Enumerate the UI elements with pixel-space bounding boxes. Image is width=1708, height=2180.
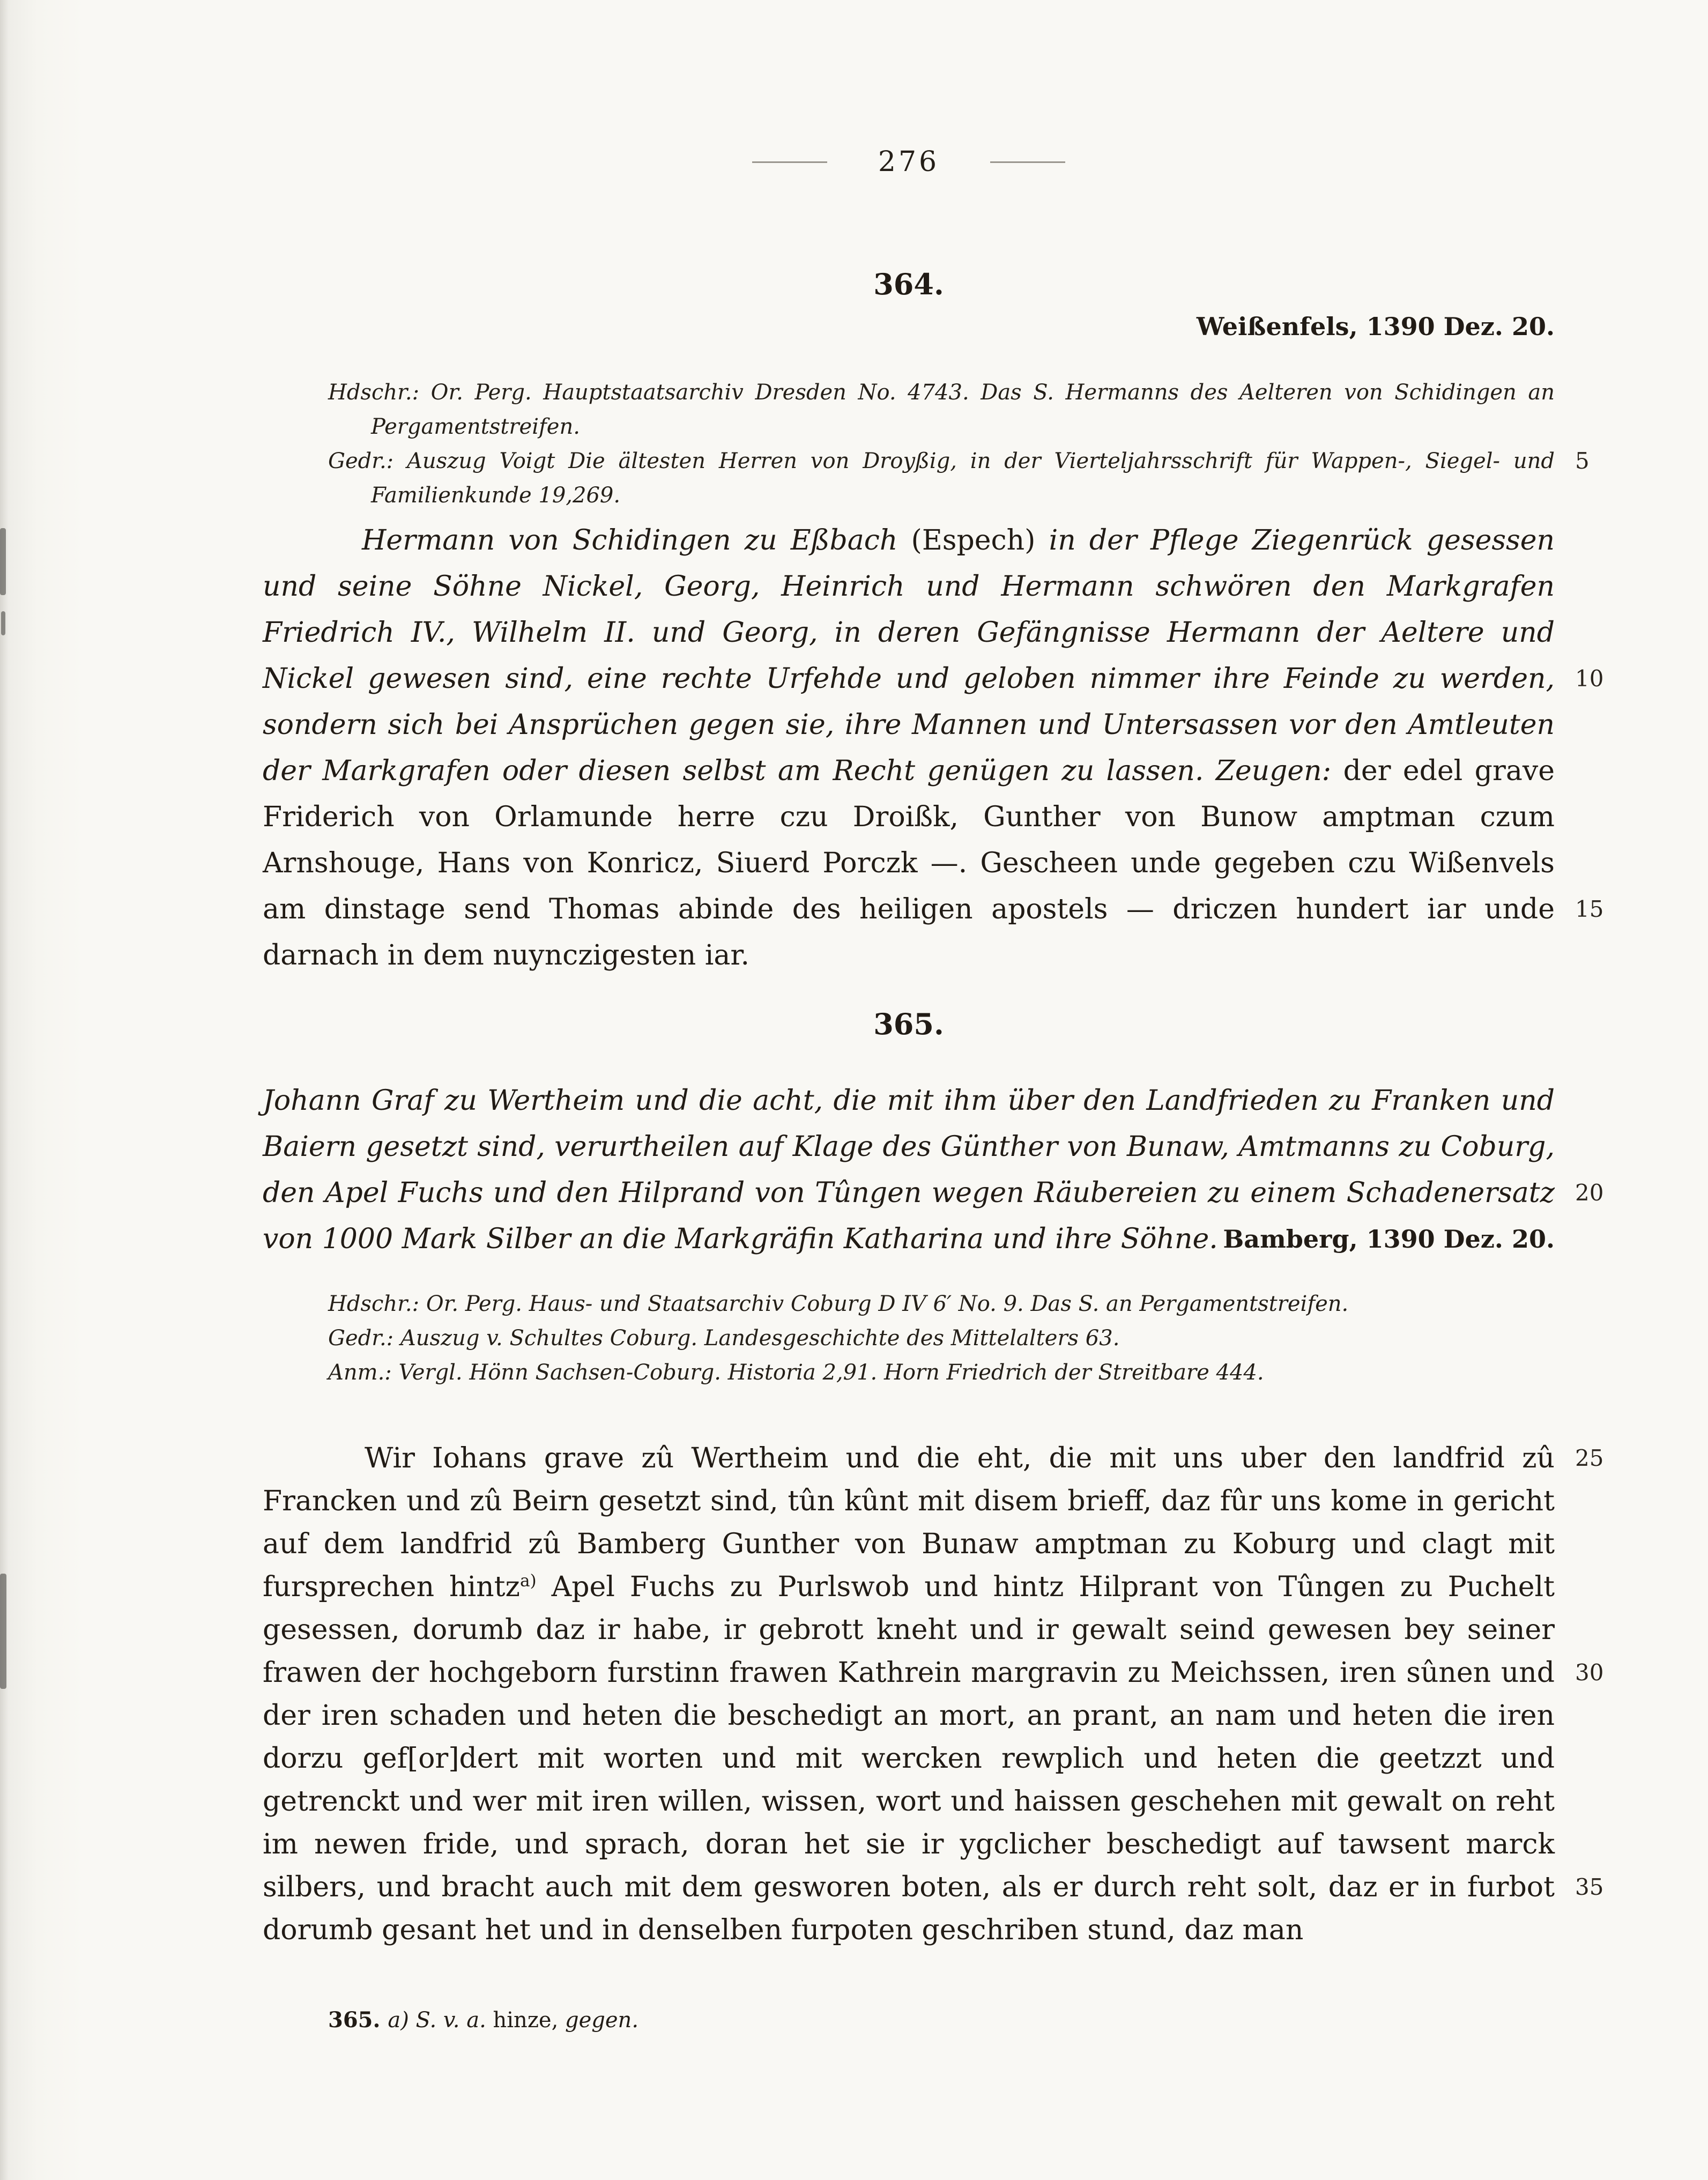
page-header — [263, 146, 1555, 178]
scan-artifact — [0, 1574, 6, 1689]
text-segment: a) — [519, 1571, 537, 1591]
entry-365-body-text — [263, 1437, 1555, 1952]
header-rule-right — [990, 161, 1065, 163]
text-segment: gegen. — [565, 2008, 639, 2033]
margin-line-number-35: 35 — [1575, 1874, 1604, 1900]
text-segment: der edel grave Friderich von Orlamunde herre czu Droißk, Gunther von Bunow amptman czum Arnshouge, Hans von Konricz, Siuerd Porczk —. Gescheen unde gegeben czu Wißenvels am dinstage send Thomas abinde des heiligen apostels — driczen hundert iar unde darnach in dem nuynczigesten iar. — [263, 755, 1555, 972]
margin-line-number-25: 25 — [1575, 1445, 1604, 1471]
entry-364-source-notes — [328, 375, 1555, 513]
entry-365-summary-text: Johann Graf zu Wertheim und die acht, die mit ihm über den Landfrieden zu Franken und Baiern gesetzt sind, verurtheilen auf Klage des Günther von Bunaw, Amtmanns zu Coburg, den Apel Fuchs und den Hilprand von Tûngen wegen Räubereien zu einem Schadenersatz von 1000 Mark Silber an die Markgräfin Katharina und ihre Söhne. — [263, 1085, 1555, 1255]
header-rule-left — [752, 161, 827, 163]
entry-365-source-notes — [328, 1287, 1555, 1390]
entry-364-summary — [263, 517, 1555, 978]
note-label: Hdschr.: — [328, 380, 420, 405]
entry-365-dateline: Bamberg, 1390 Dez. 20. — [1223, 1225, 1555, 1254]
entry-364-number: 364. — [873, 267, 944, 301]
margin-line-number-10: 10 — [1575, 665, 1604, 692]
entry-365-number: 365. — [873, 1007, 944, 1041]
source-note-hdschr — [328, 375, 1555, 444]
text-segment: Hermann von Schidingen zu Eßbach — [362, 524, 911, 557]
entry-364-dateline: Weißenfels, 1390 Dez. 20. — [1196, 312, 1555, 341]
note-label: Anm.: — [328, 1360, 392, 1385]
text-segment: 365. — [328, 2007, 388, 2033]
note-text: Auszug Voigt Die ältesten Herren von Droyßig, in der Vierteljahrsschrift für Wappen-, Siegel- und Familienkunde 19,269. — [371, 449, 1555, 508]
text-segment: in der Pflege Ziegenrück gesessen und seine Söhne Nickel, Georg, Heinrich und Hermann schwören den Markgrafen Friedrich IV., Wilhelm II. und Georg, in deren Gefängnisse Hermann der Aeltere und Nickel gewesen sind, eine rechte Urfehde und geloben nimmer ihre Feinde zu werden, sondern sich bei Ansprüchen gegen sie, ihre Mannen und Untersassen vor den Amtleuten der Markgrafen oder diesen selbst am Recht genügen zu lassen. Zeugen: — [263, 524, 1555, 787]
note-label: Gedr.: — [328, 449, 394, 473]
text-segment: hinze, — [493, 2008, 565, 2033]
note-text: Or. Perg. Haus- und Staatsarchiv Coburg D IV 6′ No. 9. Das S. an Pergamentstreifen. — [419, 1292, 1349, 1316]
note-text: Auszug v. Schultes Coburg. Landesgeschichte des Mittelalters 63. — [393, 1326, 1120, 1351]
note-label: Hdschr.: — [328, 1292, 420, 1316]
note-label: Gedr.: — [328, 1326, 394, 1351]
note-text: Vergl. Hönn Sachsen-Coburg. Historia 2,91. Horn Friedrich der Streitbare 444. — [391, 1360, 1264, 1385]
entry-365-summary — [263, 1078, 1555, 1262]
margin-line-number-15: 15 — [1575, 896, 1604, 922]
margin-line-number-5: 5 — [1575, 448, 1590, 474]
source-note-gedr — [328, 1321, 1555, 1355]
text-segment: (Espech) — [911, 524, 1049, 557]
footnote-365a — [328, 2005, 1555, 2035]
scan-artifact — [0, 528, 6, 595]
source-note-anm — [328, 1355, 1555, 1390]
margin-line-number-30: 30 — [1575, 1659, 1604, 1686]
page-number: 276 — [878, 146, 940, 178]
scan-artifact — [1, 611, 5, 635]
source-note-hdschr — [328, 1287, 1555, 1321]
text-segment: Apel Fuchs zu Purlswob und hintz Hilprant von Tûngen zu Puchelt gesessen, dorumb daz ir habe, ir gebrott kneht und ir gewalt seind gewesen bey seiner frawen der hochgeborn furstinn frawen Kathrein margravin zu Meichssen, iren sûnen und der iren schaden und heten die beschedigt an mort, an prant, an nam und heten die iren dorzu gef[or]dert mit worten und mit wercken rewplich und heten die geetzzt und getrenckt und wer mit iren willen, wissen, wort und haissen geschehen mit gewalt on reht im newen fride, und sprach, doran het sie ir ygclicher beschedigt auf tawsent marck silbers, und bracht auch mit dem gesworen boten, als er durch reht solt, daz er in furbot dorumb gesant het und in denselben furpoten geschriben stund, daz man — [263, 1571, 1555, 1946]
source-note-gedr — [328, 444, 1555, 513]
text-segment: Wir Iohans grave zû Wertheim und die eht, die mit uns uber den landfrid zû Francken und zû Beirn gesetzt sind, tûn kûnt mit disem brieff, daz fûr uns kome in gericht auf dem landfrid zû Bamberg Gunther von Bunaw amptman zu Koburg und clagt mit fursprechen hintz — [263, 1442, 1555, 1603]
margin-line-number-20: 20 — [1575, 1180, 1604, 1206]
text-segment: a) S. v. a. — [388, 2008, 493, 2033]
note-text: Or. Perg. Hauptstaatsarchiv Dresden No. 4743. Das S. Hermanns des Aelteren von Schidingen an Pergamentstreifen. — [371, 380, 1555, 439]
